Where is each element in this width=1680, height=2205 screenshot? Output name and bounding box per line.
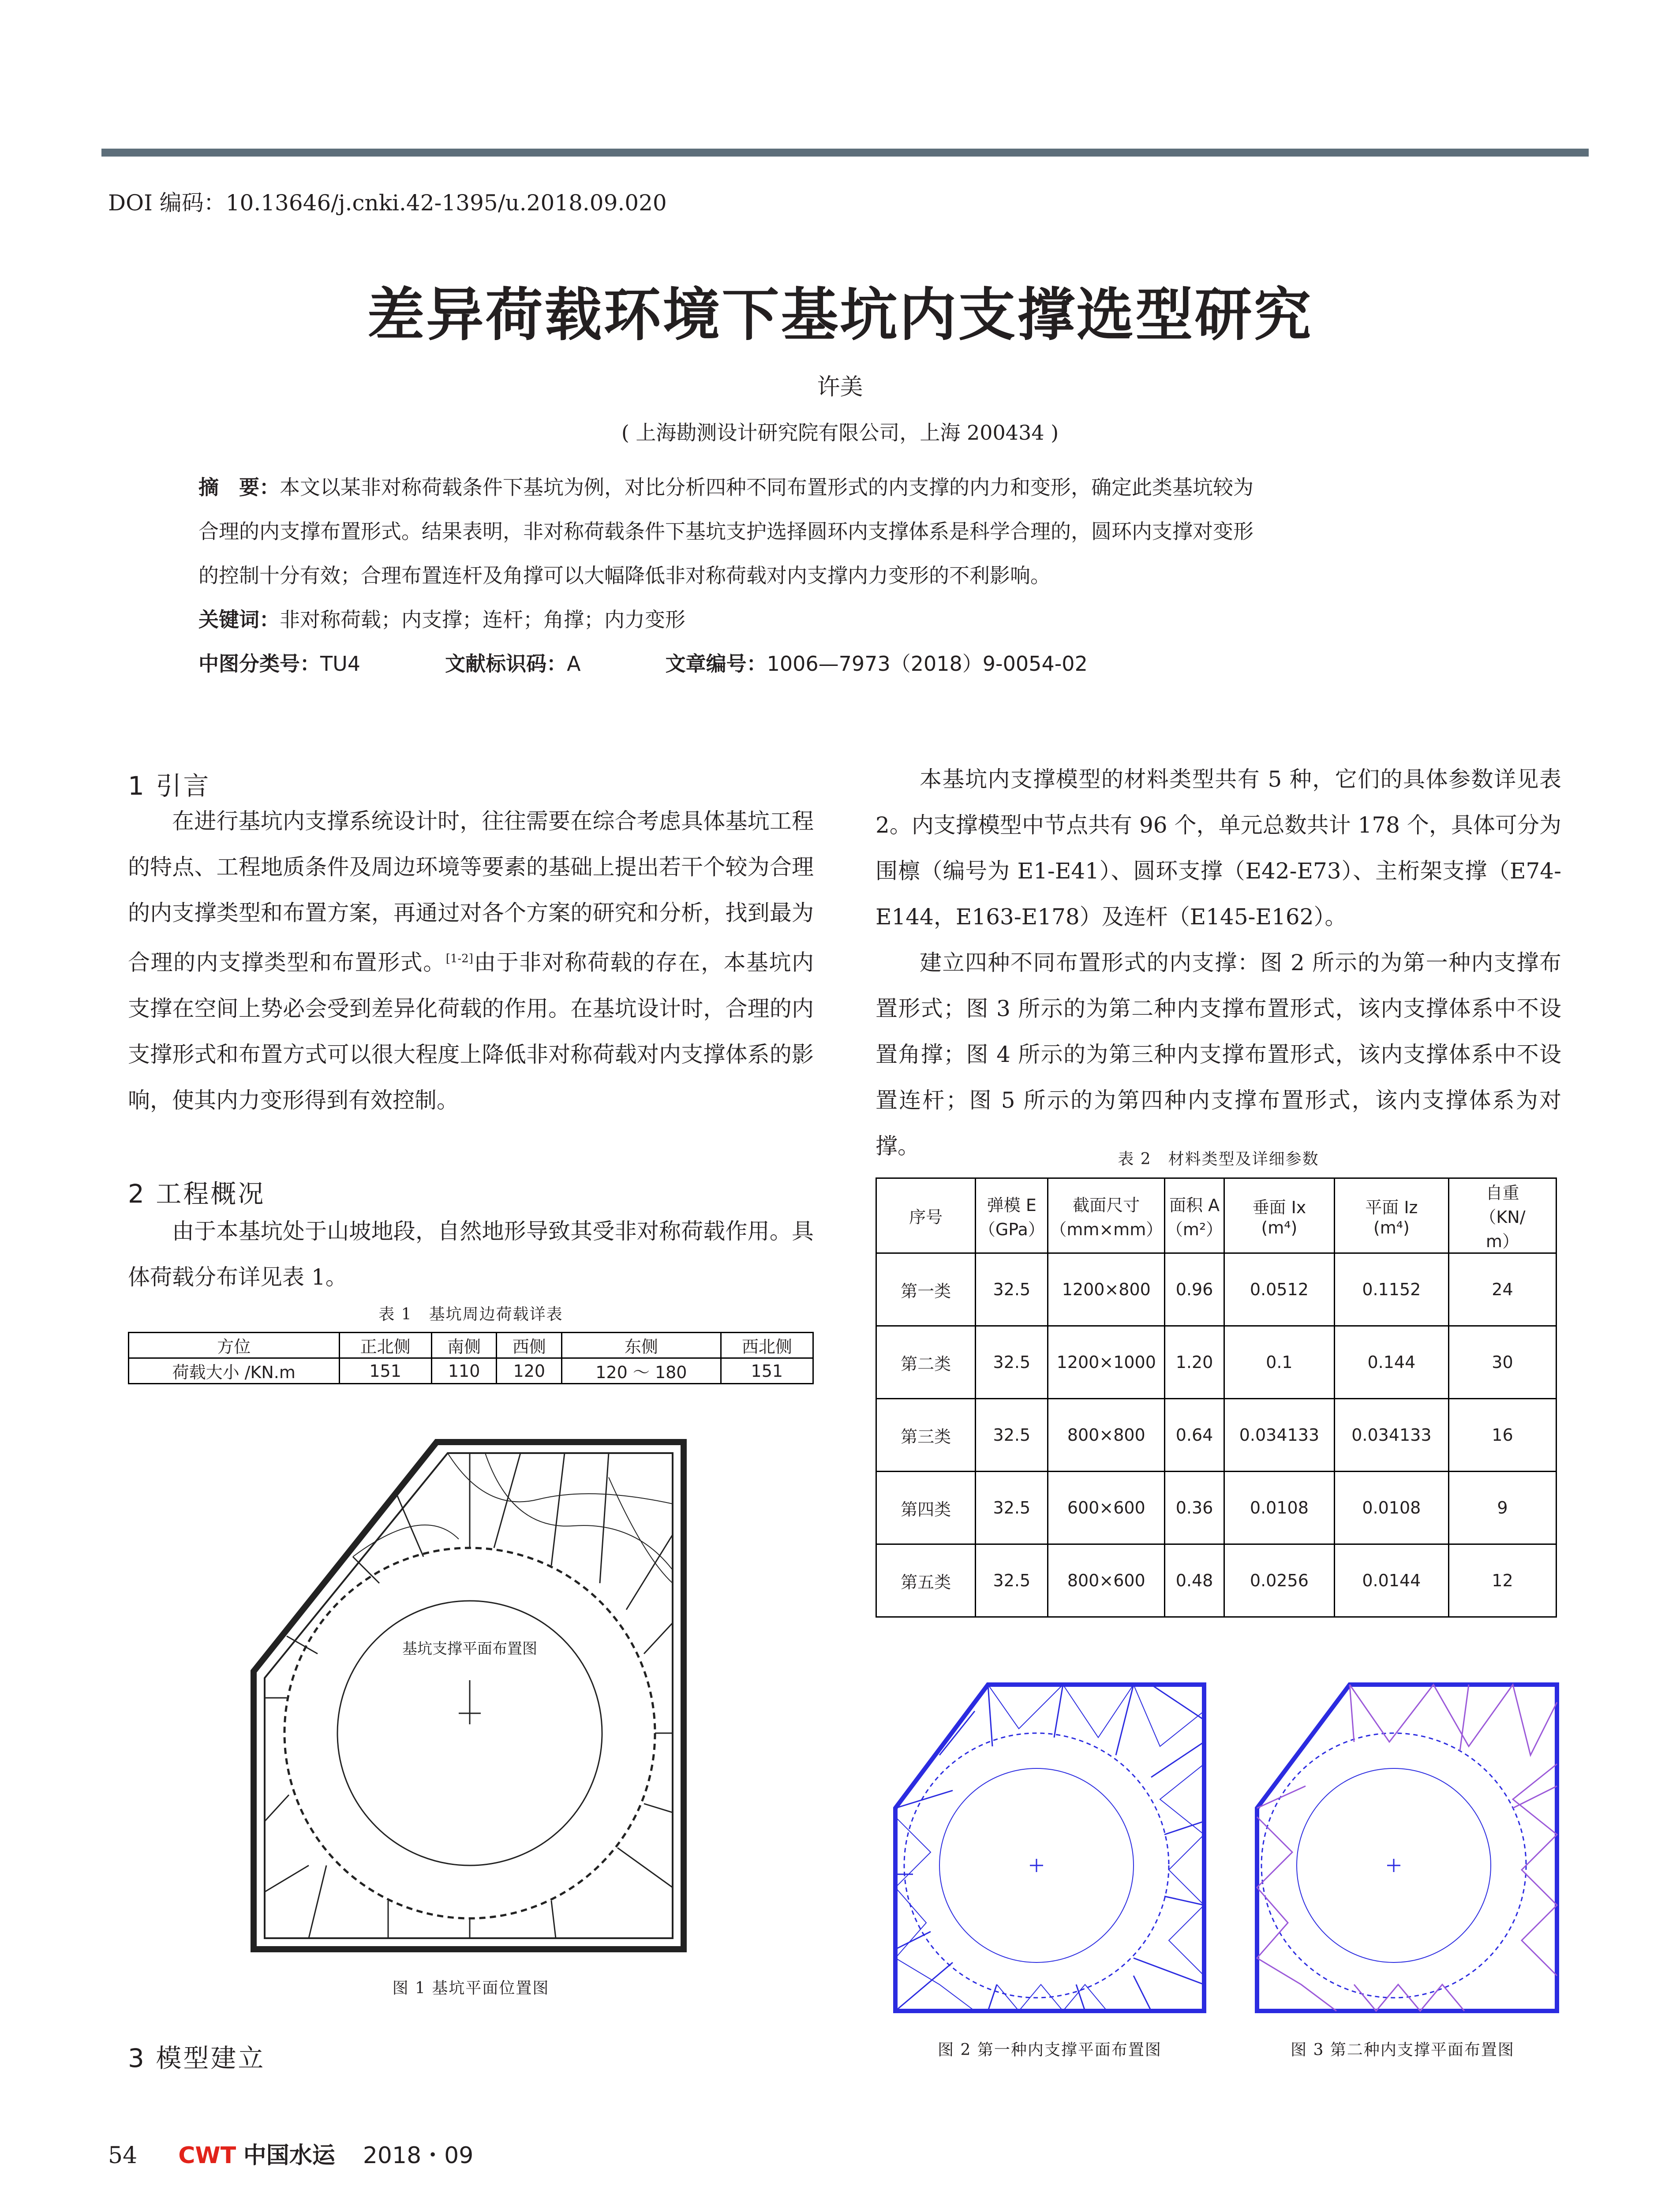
table-2-caption: 表 2 材料类型及详细参数 [1118,1150,1319,1168]
table-row: 第四类 32.5 600×600 0.36 0.0108 0.0108 9 [876,1472,1557,1544]
figure-2-center-mark [1030,1859,1043,1872]
table-1-caption: 表 1 基坑周边荷载详表 [378,1305,563,1323]
figure-3-plan [1248,1676,1566,2024]
issue: 2018・09 [363,2142,474,2169]
figure-3-center-mark [1387,1859,1400,1872]
table-2 [876,1177,1557,1618]
abstract-text: 本文以某非对称荷载条件下基坑为例，对比分析四种不同布置形式的内支撑的内力和变形，确定此类基坑较为 [280,475,1253,499]
figure-1-drawing [254,1442,684,1949]
abstract-block [198,465,1500,686]
figure-1-plan [176,1424,767,1962]
header-rule [101,149,1589,157]
page-number: 54 [108,2142,138,2169]
author: 许美 [817,374,863,400]
abstract-label: 摘 要： [198,475,280,499]
right-column-body: 本基坑内支撑模型的材料类型共有 5 种，它们的具体参数详见表 2。内支撑模型中节点共有 96 个，单元总数共计 178 个，具体可分为围檩（编号为 E1-E41）、圆环支撑（E42-E73）、主桁架支撑（E74-E144，E163-E178）及连杆（E145-E162）。 建立四种不同布置形式的内支撑：图 2 所示的为第一种内支撑布置形式；图 3 所示的为第二种内支撑布置形式，该内支撑体系中不设置角撑；图 4 所示的为第三种内支撑布置形式，该内支撑体系中不设置连杆；图 5 所示的为第四种内支撑布置形式，该内支撑体系为对撑。 [876,766,1561,1159]
paper-title: 差异荷载环境下基坑内支撑选型研究 [367,281,1313,348]
classification-line: 中图分类号：TU4 文献标识码：A 文章编号：1006—7973（2018）9-0054-02 [198,652,1088,676]
figure-1-inner-label: 基坑支撑平面布置图 [402,1640,537,1658]
table-row: 第三类 32.5 800×800 0.64 0.034133 0.034133 16 [876,1399,1557,1472]
doi-line: DOI 编码：10.13646/j.cnki.42-1395/u.2018.09.020 [108,190,667,216]
affiliation: ( 上海勘测设计研究院有限公司，上海 200434 ) [621,421,1059,445]
keywords-text: 非对称荷载；内支撑；连杆；角撑；内力变形 [280,608,685,632]
abstract-line2: 合理的内支撑布置形式。结果表明，非对称荷载条件下基坑支护选择圆环内支撑体系是科学合理的，圆环内支撑对变形 [198,519,1253,543]
table-1 [128,1332,814,1384]
brand-logo: CWT [178,2142,236,2169]
abstract-line3: 的控制十分有效；合理布置连杆及角撑可以大幅降低非对称荷载对内支撑内力变形的不利影响。 [198,564,1051,587]
table-row: 荷载大小 /KN.m 151 110 120 120 ～ 180 151 [129,1358,813,1384]
table-row: 第二类 32.5 1200×1000 1.20 0.1 0.144 30 [876,1326,1557,1399]
figure-2-caption: 图 2 第一种内支撑平面布置图 [938,2041,1162,2059]
page-footer [108,2137,473,2170]
keywords-label: 关键词： [198,608,280,632]
section-1-heading: 1 引言 [128,771,211,801]
section-1-body: 在进行基坑内支撑系统设计时，往往需要在综合考虑具体基坑工程的特点、工程地质条件及周边环境等要素的基础上提出若干个较为合理的内支撑类型和布置方案，再通过对各个方案的研究和分析，找到最为合理的内支撑类型和布置形式。[1-2]由于非对称荷载的存在，本基坑内支撑在空间上势必会受到差异化荷载的作用。在基坑设计时，合理的内支撑形式和布置方式可以很大程度上降低非对称荷载对内支撑体系的影响，使其内力变形得到有效控制。 [128,808,814,1113]
table-row: 序号 弹模 E （GPa） 截面尺寸 （mm×mm） 面积 A （m²） 垂面 Ix (m⁴) 平面 Iz (m⁴) 自重 （KN/ m） [876,1178,1557,1253]
table-row: 第五类 32.5 800×600 0.48 0.0256 0.0144 12 [876,1544,1557,1617]
figure-1-caption: 图 1 基坑平面位置图 [392,1979,550,1997]
section-2-heading: 2 工程概况 [128,1179,266,1209]
section-3-heading: 3 模型建立 [128,2043,266,2073]
section-2-body: 由于本基坑处于山坡地段，自然地形导致其受非对称荷载作用。具体荷载分布详见表 1。 [128,1218,814,1290]
table-row: 方位 正北侧 南侧 西侧 东侧 西北侧 [129,1333,813,1358]
figure-2-plan [887,1676,1217,2024]
journal-name: 中国水运 [243,2142,335,2169]
table-row: 第一类 32.5 1200×800 0.96 0.0512 0.1152 24 [876,1253,1557,1326]
figure-3-caption: 图 3 第二种内支撑平面布置图 [1291,2041,1515,2059]
